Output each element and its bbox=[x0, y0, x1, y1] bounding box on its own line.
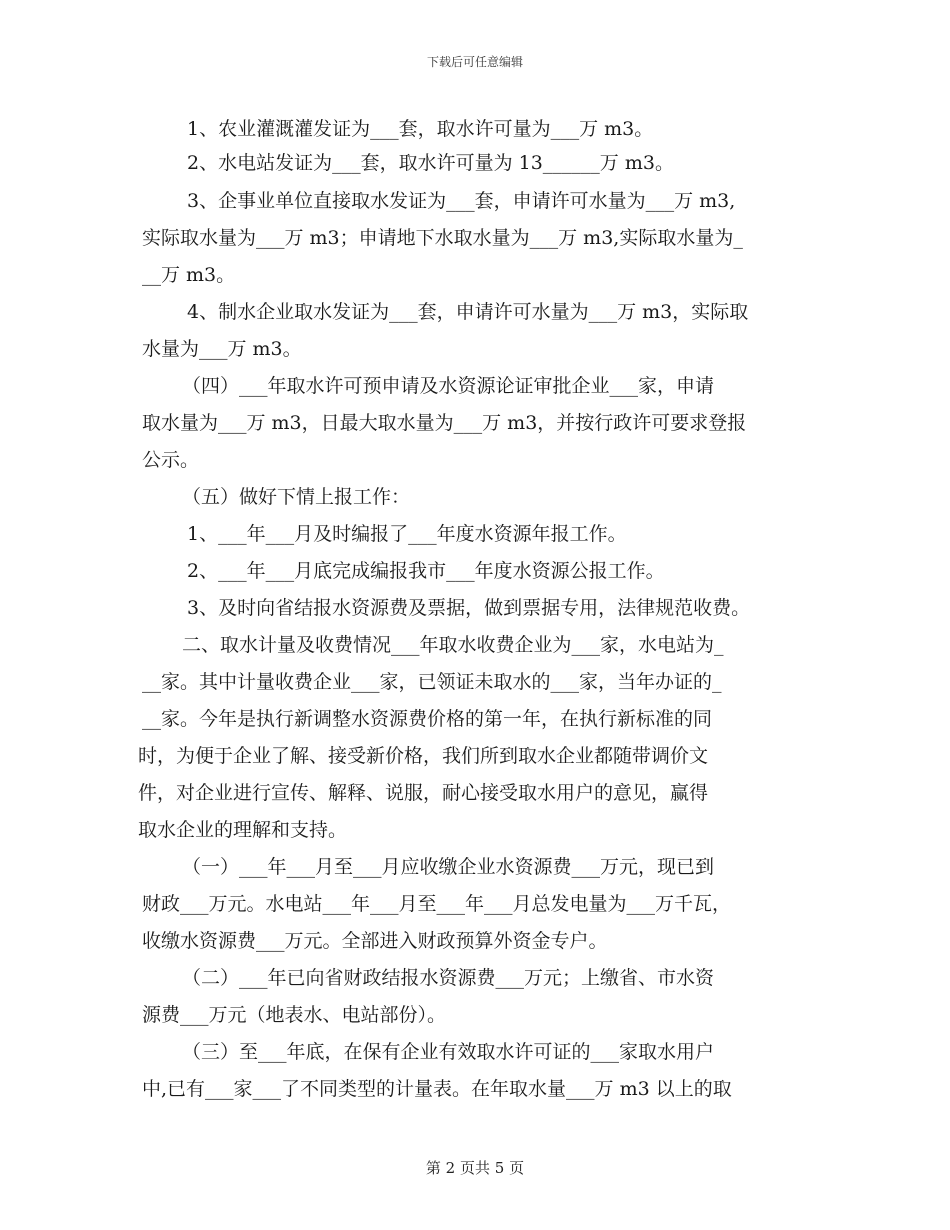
paragraph-line: 实际取水量为___万 m3；申请地下水取水量为___万 m3,实际取水量为_ bbox=[142, 227, 743, 249]
paragraph-line: 件，对企业进行宣传、解释、说服，耐心接受取水用户的意见，赢得 bbox=[138, 782, 709, 804]
paragraph-line: 公示。 bbox=[142, 449, 200, 471]
paragraph-line: （二）___年已向省财政结报水资源费___万元；上缴省、市水资 bbox=[182, 967, 715, 989]
paragraph-line: 取水量为___万 m3，日最大取水量为___万 m3，并按行政许可要求登报 bbox=[142, 412, 747, 434]
paragraph-line: 2、水电站发证为___套，取水许可量为 13______万 m3。 bbox=[187, 152, 674, 174]
paragraph-line: 财政___万元。水电站___年___月至___年___月总发电量为___万千瓦， bbox=[142, 893, 732, 915]
page-footer: 第 2 页共 5 页 bbox=[425, 1159, 525, 1177]
paragraph-line: __家。今年是执行新调整水资源费价格的第一年，在执行新标准的同 bbox=[142, 708, 713, 730]
paragraph-line: 收缴水资源费___万元。全部进入财政预算外资金专户。 bbox=[142, 930, 608, 952]
paragraph-line: 源费___万元（地表水、电站部份）。 bbox=[142, 1004, 447, 1026]
paragraph-line: （三）至___年底，在保有企业有效取水许可证的___家取水用户 bbox=[182, 1041, 715, 1063]
paragraph-line: 3、及时向省结报水资源费及票据，做到票据专用，法律规范收费。 bbox=[187, 597, 751, 619]
paragraph-line: 2、___年___月底完成编报我市___年度水资源公报工作。 bbox=[187, 560, 665, 582]
paragraph-line: 取水企业的理解和支持。 bbox=[138, 819, 348, 841]
paragraph-line: （四）___年取水许可预申请及水资源论证审批企业___家，申请 bbox=[182, 375, 715, 397]
paragraph-line: 1、___年___月及时编报了___年度水资源年报工作。 bbox=[187, 523, 627, 545]
paragraph-line: 中,已有___家___了不同类型的计量表。在年取水量___万 m3 以上的取 bbox=[142, 1078, 732, 1100]
paragraph-line: 4、制水企业取水发证为___套，申请许可水量为___万 m3，实际取 bbox=[187, 301, 749, 323]
page-header: 下载后可任意编辑 bbox=[426, 55, 523, 69]
section-heading: 二、取水计量及收费情况___年取水收费企业为___家，水电站为_ bbox=[182, 634, 724, 656]
paragraph-line: __家。其中计量收费企业___家，已领证未取水的___家，当年办证的_ bbox=[142, 671, 722, 693]
section-heading: （五）做好下情上报工作： bbox=[182, 486, 411, 508]
paragraph-line: __万 m3。 bbox=[142, 264, 236, 286]
paragraph-line: 3、企事业单位直接取水发证为___套，申请许可水量为___万 m3, bbox=[187, 190, 736, 212]
paragraph-line: 1、农业灌溉灌发证为___套，取水许可量为___万 m3。 bbox=[187, 118, 654, 140]
paragraph-line: （一）___年___月至___月应收缴企业水资源费___万元，现已到 bbox=[182, 856, 715, 878]
paragraph-line: 水量为___万 m3。 bbox=[142, 338, 302, 360]
paragraph-line: 时，为便于企业了解、接受新价格，我们所到取水企业都随带调价文 bbox=[138, 745, 709, 767]
